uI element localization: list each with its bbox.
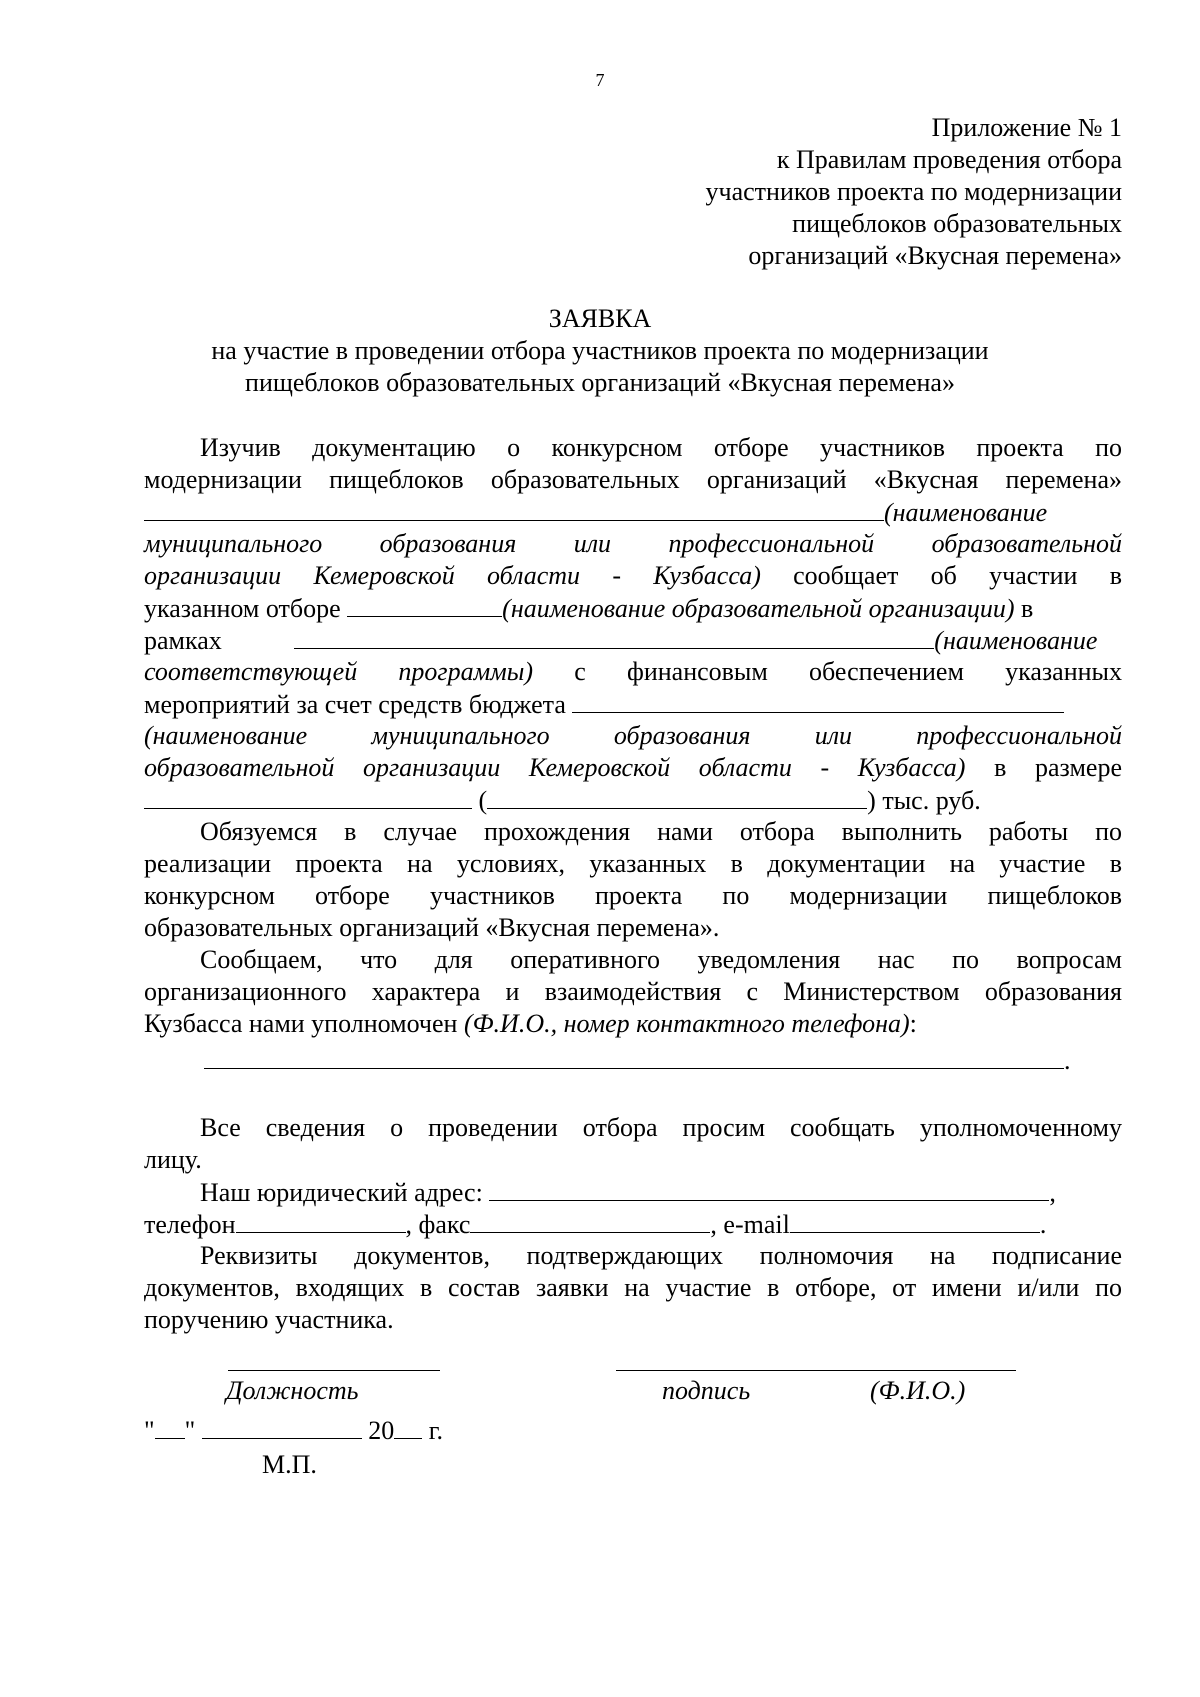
blank-field-municipality[interactable] [144, 496, 884, 521]
text-line: Наш юридический адрес: , [200, 1178, 1056, 1207]
month-field[interactable] [202, 1414, 362, 1439]
document-title: ЗАЯВКА [548, 304, 652, 333]
text-line: ( ) тыс. руб. [144, 784, 1122, 817]
text-line: лицу. [144, 1145, 202, 1174]
text-line: реализации проекта на условиях, указанных в документации на участие в [144, 849, 1122, 878]
blank-field-organization[interactable] [347, 592, 502, 617]
date-line: " " 20 г. [144, 1416, 443, 1445]
email-field[interactable] [790, 1208, 1040, 1233]
text-line: Обязуемся в случае прохождения нами отбора выполнить работы по [200, 817, 1122, 846]
legal-address-field[interactable] [489, 1176, 1049, 1201]
signature-label: подпись [662, 1376, 751, 1405]
document-subtitle: на участие в проведении отбора участников проекта по модернизации [211, 336, 989, 365]
text-line: образовательных организаций «Вкусная перемена». [144, 913, 720, 942]
text-line: . [144, 1044, 1122, 1077]
text-line: Все сведения о проведении отбора просим сообщать уполномоченному [200, 1113, 1122, 1142]
year-field[interactable] [394, 1414, 422, 1439]
text-line: конкурсном отборе участников проекта по модернизации пищеблоков [144, 881, 1122, 910]
blank-field-program[interactable] [294, 624, 934, 649]
phone-field[interactable] [236, 1208, 406, 1233]
text-line: документов, входящих в состав заявки на участие в отборе, от имени и/или по [144, 1273, 1122, 1302]
text-line: рамках (наименование [144, 626, 1098, 655]
text-line: соответствующей программы) с финансовым обеспечением указанных [144, 657, 1122, 686]
appendix-line: пищеблоков образовательных [792, 209, 1122, 238]
text-line: Сообщаем, что для оперативного уведомления нас по вопросам [200, 945, 1122, 974]
appendix-line: организаций «Вкусная перемена» [748, 241, 1122, 270]
blank-field-budget[interactable] [572, 688, 1064, 713]
fax-field[interactable] [470, 1208, 710, 1233]
document-subtitle: пищеблоков образовательных организаций «Вкусная перемена» [245, 368, 955, 397]
appendix-line: к Правилам проведения отбора [776, 145, 1122, 174]
signature-line[interactable] [616, 1370, 1016, 1371]
appendix-line: участников проекта по модернизации [705, 177, 1122, 206]
text-line: (наименование [144, 496, 1122, 529]
text-line: образовательной организации Кемеровской области - Кузбасса) в размере [144, 753, 1122, 782]
position-line[interactable] [228, 1370, 440, 1371]
text-line: организации Кемеровской области - Кузбасса) сообщает об участии в [144, 561, 1122, 590]
day-field[interactable] [155, 1414, 185, 1439]
text-line: муниципального образования или профессиональной образовательной [144, 529, 1122, 558]
text-line: Изучив документацию о конкурсном отборе участников проекта по [200, 433, 1122, 462]
text-line: Реквизиты документов, подтверждающих полномочия на подписание [200, 1241, 1122, 1270]
text-line: (наименование муниципального образования или профессиональной [144, 721, 1122, 750]
text-line: указанном отборе (наименование образовательной организации) в [144, 594, 1034, 623]
fio-label: (Ф.И.О.) [870, 1376, 966, 1405]
text-line: Кузбасса нами уполномочен (Ф.И.О., номер контактного телефона): [144, 1009, 917, 1038]
blank-field-contact-person[interactable] [204, 1044, 1064, 1069]
page-number: 7 [595, 70, 605, 90]
stamp-label: М.П. [262, 1450, 317, 1479]
text-line: телефон , факс , e-mail . [144, 1210, 1047, 1239]
position-label: Должность [226, 1376, 359, 1405]
text-line: организационного характера и взаимодействия с Министерством образования [144, 977, 1122, 1006]
blank-field-amount-words[interactable] [487, 784, 867, 809]
blank-field-amount-digits[interactable] [144, 784, 472, 809]
text-line: мероприятий за счет средств бюджета [144, 688, 1122, 721]
text-line: поручению участника. [144, 1305, 394, 1334]
appendix-line: Приложение № 1 [931, 113, 1122, 142]
text-line: модернизации пищеблоков образовательных организаций «Вкусная перемена» [144, 465, 1122, 494]
